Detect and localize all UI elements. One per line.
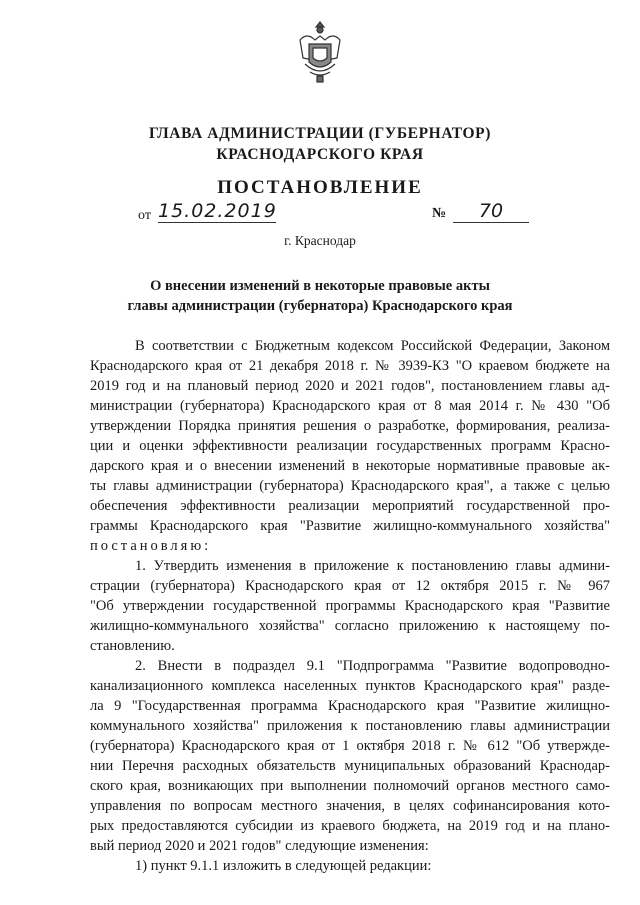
paragraph-line: страции (губернатора) Краснодарского края от 12 октября 2015 г. № 967 <box>90 578 610 594</box>
resolution-word: постановляю: <box>90 538 212 554</box>
paragraph-line: Краснодарского края от 21 декабря 2018 г. № 3939-КЗ "О краевом бюджете на <box>90 358 610 374</box>
document-type: ПОСТАНОВЛЕНИЕ <box>217 177 423 198</box>
coat-of-arms-emblem <box>295 18 345 86</box>
paragraph-line: ла 9 "Государственная программа Краснодарского края "Развитие жилищно- <box>90 698 610 714</box>
paragraph-line: становлению. <box>90 638 175 654</box>
paragraph-line: канализационного комплекса населенных пунктов Краснодарского края" разде- <box>90 678 610 694</box>
paragraph-line: 1. Утвердить изменения в приложение к постановлению главы админи- <box>135 558 610 574</box>
paragraph-line: министрации (губернатора) Краснодарского края от 8 мая 2014 г. № 430 "Об <box>90 398 610 414</box>
paragraph-line: ции и оценки эффективности реализации государственных программ Красно- <box>90 438 610 454</box>
paragraph-line: В соответствии с Бюджетным кодексом Российской Федерации, Законом <box>135 338 610 354</box>
number-value: 70 <box>453 200 529 223</box>
paragraph-line: граммы Краснодарского края "Развитие жилищно-коммунального хозяйства" <box>90 518 610 534</box>
number-label: № <box>432 206 447 221</box>
paragraph-line: коммунального хозяйства" приложения к постановлению главы администрации <box>90 718 610 734</box>
paragraph-line: нии Перечня расходных обязательств муниципальных образований Краснодар- <box>90 758 610 774</box>
authority-header-line2: КРАСНОДАРСКОГО КРАЯ <box>216 146 424 163</box>
paragraph-line: дарского края и о внесении изменений в некоторые нормативные правовые ак- <box>90 458 610 474</box>
paragraph-line: ты главы администрации (губернатора) Краснодарского края", а также с целью <box>90 478 610 494</box>
document-body <box>90 336 610 876</box>
authority-header-line1: ГЛАВА АДМИНИСТРАЦИИ (ГУБЕРНАТОР) <box>149 125 491 142</box>
paragraph-line: утверждении Порядка принятия решения о разработке, формирования, реализа- <box>90 418 610 434</box>
paragraph-line: 1) пункт 9.1.1 изложить в следующей редакции: <box>135 858 432 874</box>
paragraph-line: рых предоставляются субсидии из краевого бюджета, на 2019 год и на плано- <box>90 818 610 834</box>
document-title-line2: главы администрации (губернатора) Краснодарского края <box>127 298 513 314</box>
paragraph-line: обеспечения эффективности реализации мероприятий государственной про- <box>90 498 610 514</box>
paragraph-line: вый период 2020 и 2021 годов" следующие изменения: <box>90 838 429 854</box>
paragraph-line: управления по вопросам местного значения, в целях софинансирования кото- <box>90 798 610 814</box>
paragraph-line: "Об утверждении государственной программы Краснодарского края "Развитие <box>90 598 610 614</box>
date-value: 15.02.2019 <box>158 200 277 222</box>
document-title-line1: О внесении изменений в некоторые правовые акты <box>150 278 490 294</box>
paragraph-line: (губернатора) Краснодарского края от 1 октября 2018 г. № 612 "Об утвержде- <box>90 738 610 754</box>
paragraph-line: 2019 год и на плановый период 2020 и 2021 годов", постановлением главы ад- <box>90 378 610 394</box>
paragraph-line: 2. Внести в подраздел 9.1 "Подпрограмма "Развитие водопроводно- <box>135 658 610 674</box>
paragraph-line: жилищно-коммунального хозяйства" согласно приложению к настоящему по- <box>90 618 610 634</box>
paragraph-line: ского края, возникающих при выполнении полномочий органов местного само- <box>90 778 610 794</box>
city: г. Краснодар <box>284 233 356 248</box>
date-label: от <box>138 208 151 223</box>
